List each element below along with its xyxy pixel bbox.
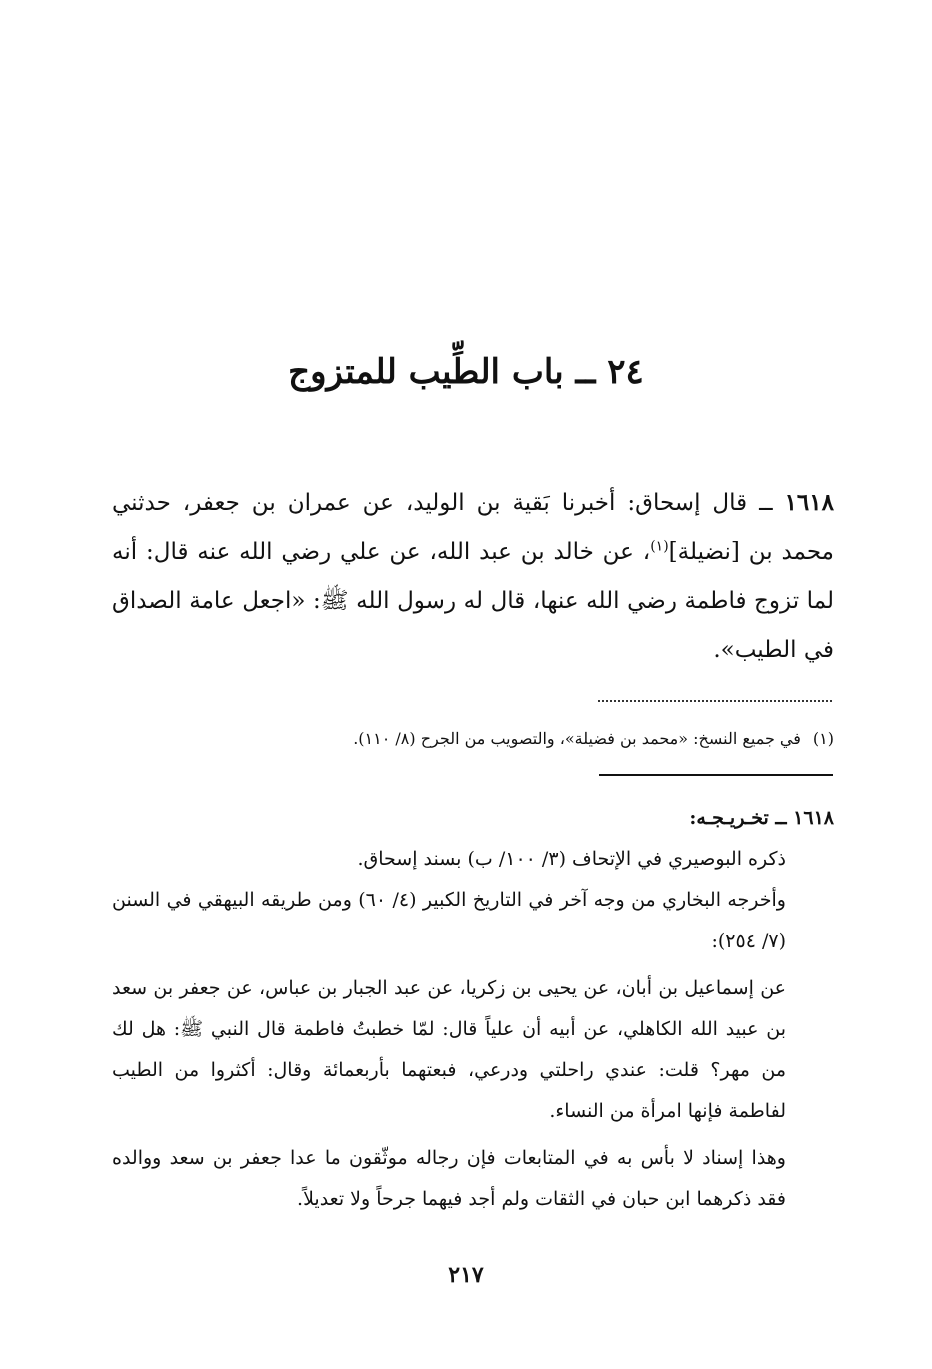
takhrij-paragraph: ذكره البوصيري في الإتحاف (٣/ ١٠٠/ ب) بسند إسحاق. [357, 848, 786, 870]
hadith-number: ١٦١٨ [784, 489, 834, 516]
footnote-text: في جميع النسخ: «محمد بن فضيلة»، والتصويب من الجرح (٨/ ١١٠). [353, 729, 801, 748]
hadith-text-part-1: ــ قال إسحاق: أخبرنا بَقية بن الوليد، عن عمران بن جعفر، حدثني محمد بن [نضيلة] [112, 490, 835, 565]
section-divider [599, 774, 833, 776]
page-number: ٢١٧ [448, 1262, 484, 1288]
takhrij-paragraph: عن إسماعيل بن أبان، عن يحيى بن زكريا، عن عبد الجبار بن عباس، عن جعفر بن سعد بن عبيد الله الكاهلي، عن أبيه أن علياً قال: لمّا خطبتُ فاطمة قال النبي ﷺ: هل لك من مهر؟ قلت: عندي راحلتي ودرعي، فبعتهما بأربعمائة وقال: أكثروا من الطيب لفاطمة فإنها امرأة من النساء. [112, 977, 786, 1122]
hadith-text [112, 478, 834, 675]
hadith-paragraph [112, 478, 834, 675]
footnote-number: (١) [812, 729, 834, 748]
footnote [112, 722, 834, 756]
footnote-reference: (١) [650, 538, 669, 555]
footnote-separator [598, 700, 832, 702]
takhrij-section [112, 798, 834, 1220]
hadith-text-part-2: ، عن خالد بن عبد الله، عن علي رضي الله عنه قال: أنه لما تزوج فاطمة رضي الله عنها، قال له رسول الله ﷺ: «اجعل عامة الصداق في الطيب». [112, 539, 834, 663]
takhrij-paragraph: وأخرجه البخاري من وجه آخر في التاريخ الكبير (٤/ ٦٠) ومن طريقه البيهقي في السنن (٧/ ٢٥٤): [112, 889, 786, 952]
takhrij-heading: ١٦١٨ ــ تخـريـجـه: [689, 807, 834, 829]
chapter-title: ٢٤ ــ باب الطِّيب للمتزوج [288, 352, 644, 392]
takhrij-paragraph: وهذا إسناد لا بأس به في المتابعات فإن رجاله موثّقون ما عدا جعفر بن سعد ووالده فقد ذكرهما ابن حبان في الثقات ولم أجد فيهما جرحاً ولا تعديلاً. [112, 1147, 786, 1210]
